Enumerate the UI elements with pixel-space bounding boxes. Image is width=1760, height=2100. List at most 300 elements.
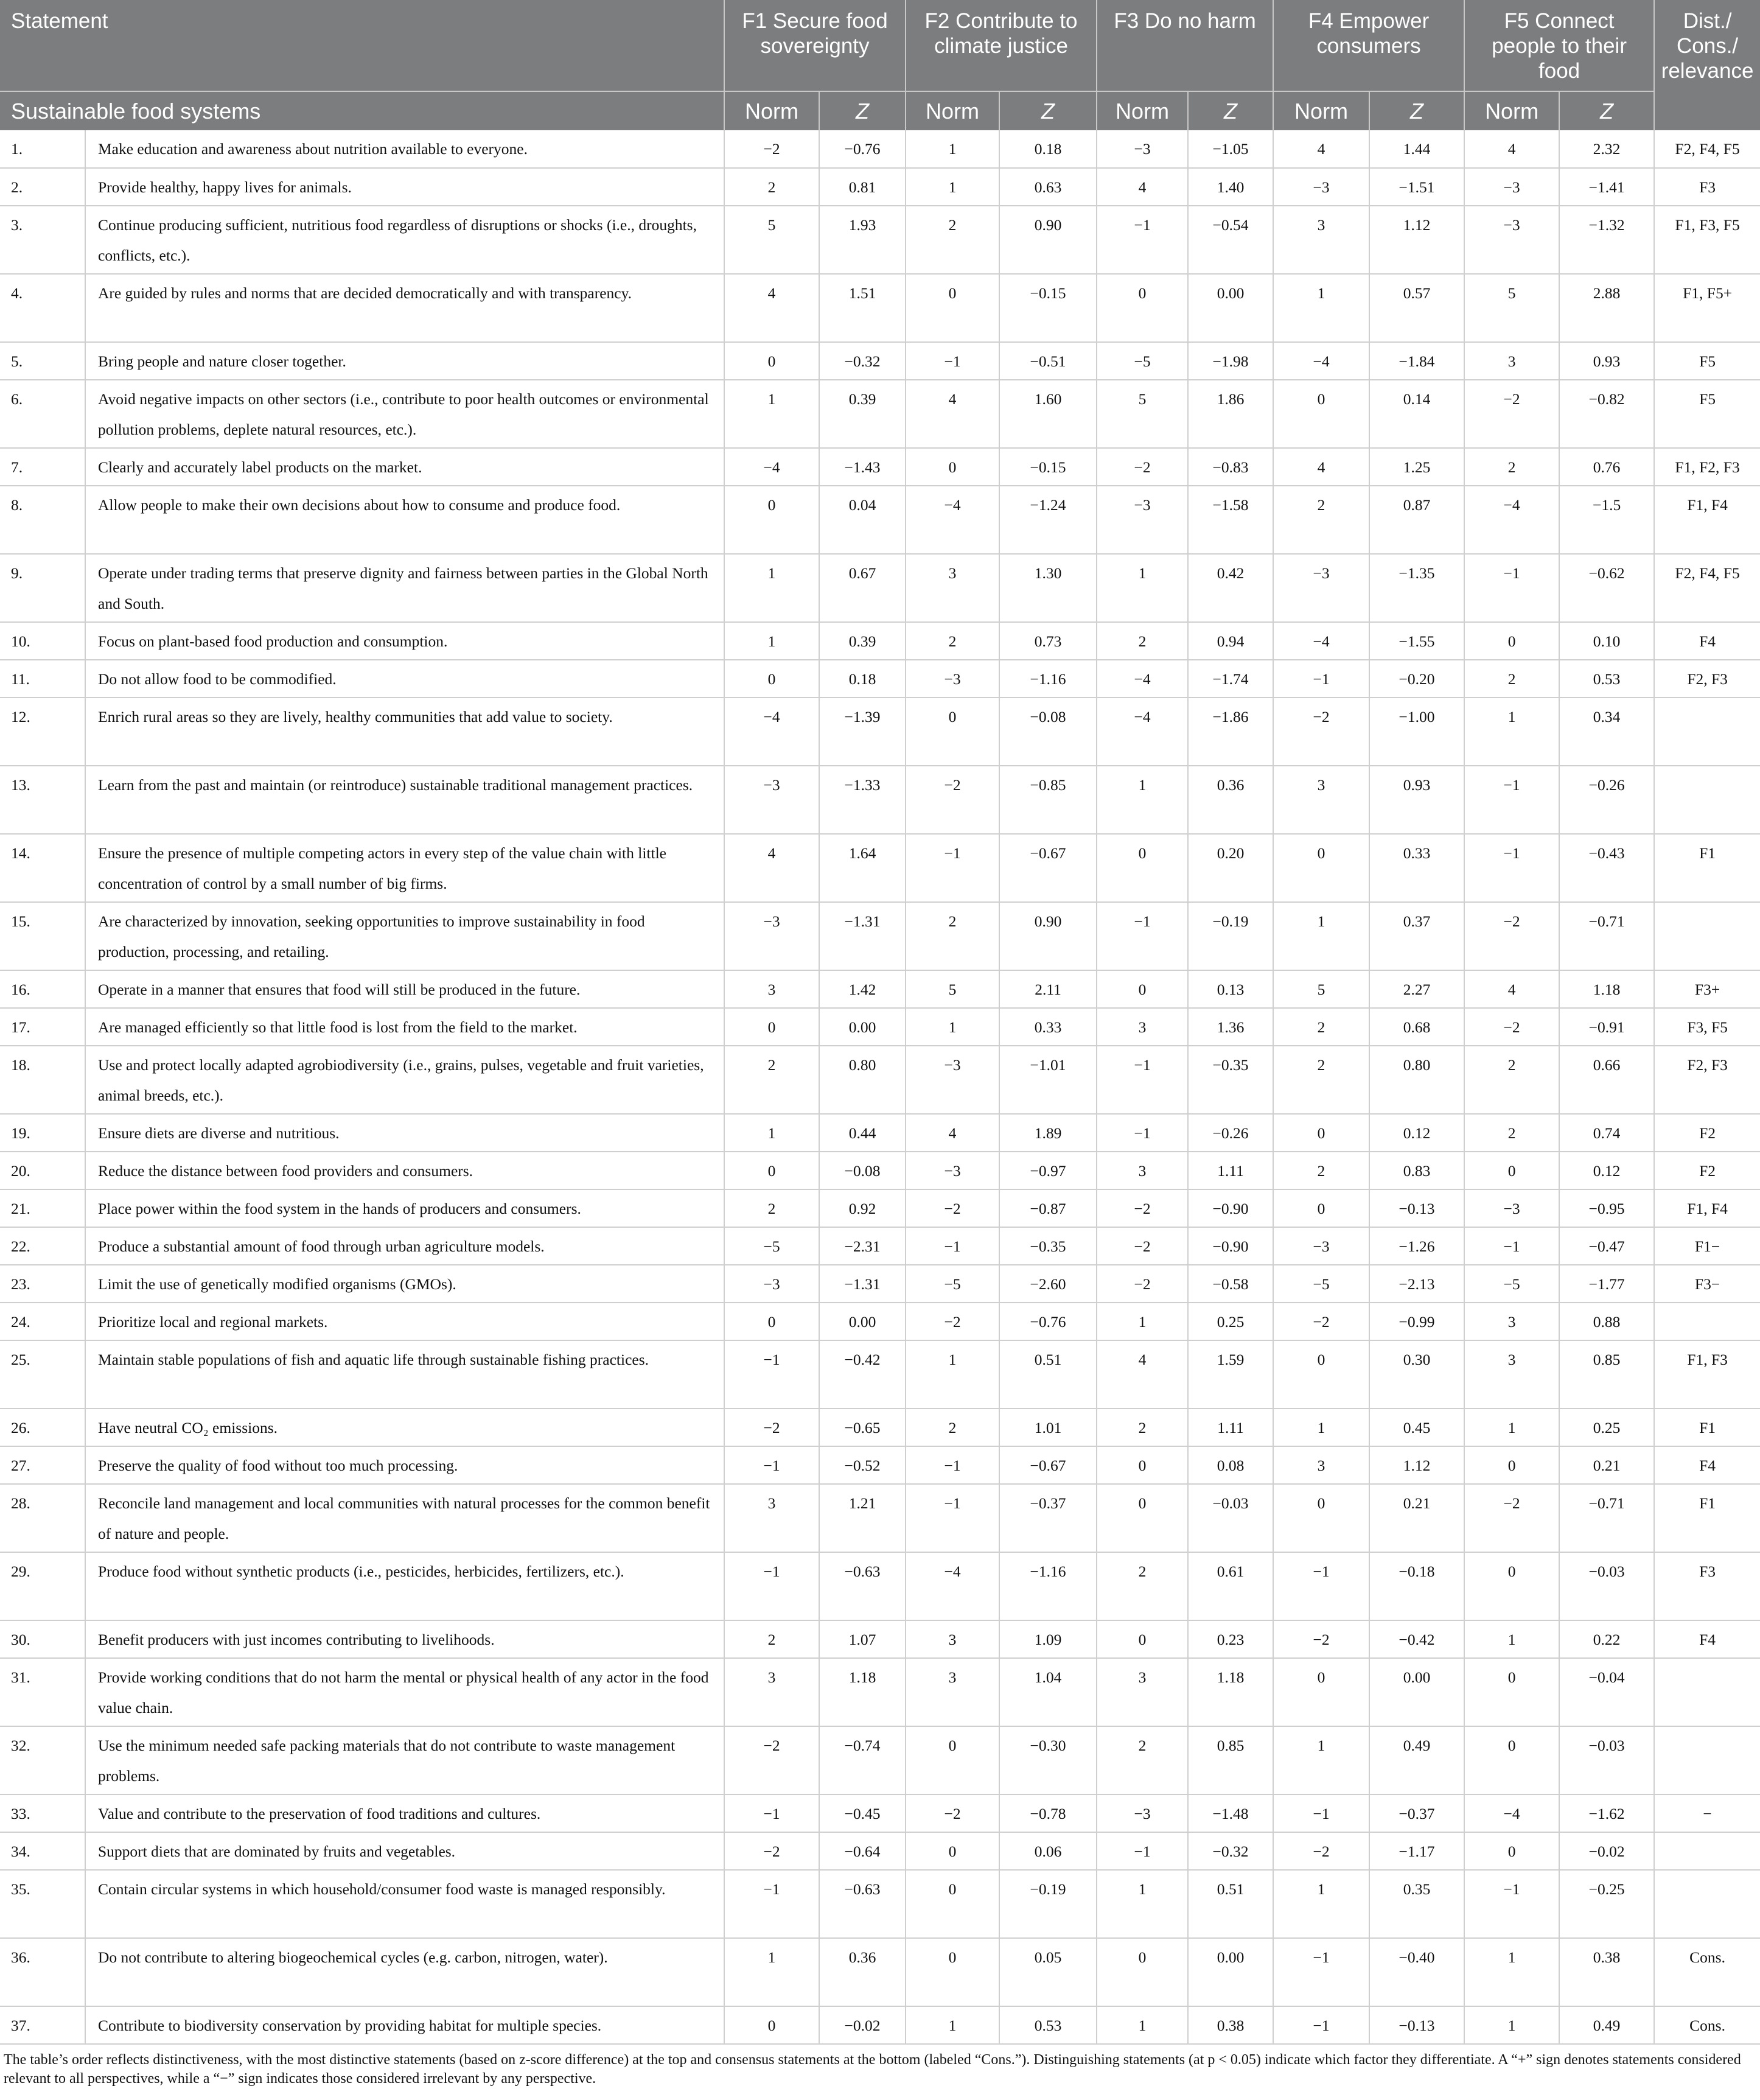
z-header: Z: [819, 91, 906, 130]
relevance-cell: F1, F4: [1654, 1189, 1760, 1227]
table-row: [0, 622, 1760, 660]
statement-text: Contain circular systems in which household/consumer food waste is managed responsibly.: [85, 1870, 724, 1938]
factor-header-f1: F1 Secure food sovereignty: [724, 0, 906, 91]
f1-z-cell: 0.00: [819, 1008, 906, 1046]
f2-z-cell: 0.51: [999, 1340, 1097, 1409]
f5-z-cell: 0.66: [1559, 1046, 1654, 1114]
f4-z-cell: −1.17: [1369, 1832, 1464, 1870]
statement-number: 25.: [0, 1340, 85, 1409]
statement-number: 12.: [0, 698, 85, 766]
f3-norm-cell: 1: [1097, 1303, 1188, 1340]
f1-norm-cell: 3: [724, 1658, 819, 1726]
relevance-cell: [1654, 1832, 1760, 1870]
f2-norm-cell: 2: [906, 1409, 999, 1446]
f1-norm-cell: −2: [724, 1409, 819, 1446]
f3-norm-cell: 3: [1097, 1008, 1188, 1046]
f1-z-cell: −0.02: [819, 2006, 906, 2044]
table-row: [0, 1189, 1760, 1227]
statement-number: 20.: [0, 1152, 85, 1189]
statement-text: Use and protect locally adapted agrobiodiversity (i.e., grains, pulses, vegetable and fruit varieties, animal breeds, etc.).: [85, 1046, 724, 1114]
f3-norm-cell: −2: [1097, 1265, 1188, 1303]
f5-z-cell: 2.88: [1559, 274, 1654, 342]
f2-z-cell: −0.15: [999, 274, 1097, 342]
f3-z-cell: 1.11: [1188, 1409, 1273, 1446]
f3-z-cell: −0.58: [1188, 1265, 1273, 1303]
f5-norm-cell: −1: [1464, 766, 1559, 834]
f4-z-cell: 0.57: [1369, 274, 1464, 342]
f2-z-cell: −0.30: [999, 1726, 1097, 1794]
f1-z-cell: −0.52: [819, 1446, 906, 1484]
f5-z-cell: −0.43: [1559, 834, 1654, 902]
f5-norm-cell: 2: [1464, 448, 1559, 486]
norm-header: Norm: [1097, 91, 1188, 130]
header-row-subheaders: [0, 91, 1760, 130]
f3-z-cell: 1.11: [1188, 1152, 1273, 1189]
f1-norm-cell: −4: [724, 698, 819, 766]
relevance-cell: F3−: [1654, 1265, 1760, 1303]
f1-z-cell: 0.00: [819, 1303, 906, 1340]
f5-z-cell: 0.85: [1559, 1340, 1654, 1409]
f5-norm-cell: 3: [1464, 1340, 1559, 1409]
f4-norm-cell: 1: [1273, 1870, 1369, 1938]
relevance-cell: F2, F3: [1654, 1046, 1760, 1114]
f1-norm-cell: −2: [724, 1726, 819, 1794]
f5-z-cell: 0.34: [1559, 698, 1654, 766]
statement-number: 14.: [0, 834, 85, 902]
f3-norm-cell: −4: [1097, 698, 1188, 766]
statement-text: Place power within the food system in the hands of producers and consumers.: [85, 1189, 724, 1227]
f5-norm-cell: 0: [1464, 1658, 1559, 1726]
f5-norm-cell: −1: [1464, 1227, 1559, 1265]
f1-norm-cell: 2: [724, 1046, 819, 1114]
f4-norm-cell: 0: [1273, 1340, 1369, 1409]
table-row: [0, 486, 1760, 554]
f3-z-cell: 0.20: [1188, 834, 1273, 902]
f3-z-cell: −0.90: [1188, 1189, 1273, 1227]
f4-norm-cell: 0: [1273, 1484, 1369, 1552]
relevance-cell: F2: [1654, 1114, 1760, 1152]
statement-text: Limit the use of genetically modified organisms (GMOs).: [85, 1265, 724, 1303]
f4-z-cell: −1.26: [1369, 1227, 1464, 1265]
relevance-cell: F1: [1654, 1409, 1760, 1446]
f2-z-cell: −0.19: [999, 1870, 1097, 1938]
table-row: [0, 1552, 1760, 1620]
relevance-cell: F1, F3: [1654, 1340, 1760, 1409]
f5-z-cell: 2.32: [1559, 130, 1654, 168]
f3-norm-cell: 0: [1097, 1620, 1188, 1658]
table-body: [0, 130, 1760, 2044]
statement-number: 31.: [0, 1658, 85, 1726]
f4-norm-cell: 0: [1273, 834, 1369, 902]
f4-z-cell: 0.83: [1369, 1152, 1464, 1189]
f5-norm-cell: −2: [1464, 1484, 1559, 1552]
f5-norm-cell: 2: [1464, 1114, 1559, 1152]
f1-norm-cell: 2: [724, 1620, 819, 1658]
f3-z-cell: 1.40: [1188, 168, 1273, 206]
f4-z-cell: 0.35: [1369, 1870, 1464, 1938]
f1-norm-cell: 0: [724, 1008, 819, 1046]
statement-text: Ensure the presence of multiple competing actors in every step of the value chain with little concentration of control by a small number of big firms.: [85, 834, 724, 902]
table-row: [0, 1409, 1760, 1446]
table-row: [0, 1938, 1760, 2006]
relevance-cell: F2: [1654, 1152, 1760, 1189]
f1-norm-cell: −3: [724, 902, 819, 970]
f2-z-cell: −0.67: [999, 834, 1097, 902]
f4-z-cell: 0.30: [1369, 1340, 1464, 1409]
f3-norm-cell: 3: [1097, 1152, 1188, 1189]
f2-norm-cell: 1: [906, 1340, 999, 1409]
f1-z-cell: −0.65: [819, 1409, 906, 1446]
f5-norm-cell: 0: [1464, 1552, 1559, 1620]
relevance-cell: F1: [1654, 834, 1760, 902]
f5-z-cell: −0.25: [1559, 1870, 1654, 1938]
f5-norm-cell: −3: [1464, 168, 1559, 206]
f3-z-cell: −0.54: [1188, 206, 1273, 274]
f3-z-cell: −0.83: [1188, 448, 1273, 486]
f5-z-cell: −0.47: [1559, 1227, 1654, 1265]
statement-number: 24.: [0, 1303, 85, 1340]
f1-z-cell: 0.39: [819, 622, 906, 660]
f3-norm-cell: 2: [1097, 1409, 1188, 1446]
f4-norm-cell: −1: [1273, 660, 1369, 698]
statement-number: 30.: [0, 1620, 85, 1658]
f5-z-cell: −0.62: [1559, 554, 1654, 622]
f3-norm-cell: 1: [1097, 766, 1188, 834]
f4-norm-cell: −3: [1273, 168, 1369, 206]
f5-norm-cell: 1: [1464, 1620, 1559, 1658]
f5-z-cell: 0.22: [1559, 1620, 1654, 1658]
table-row: [0, 1832, 1760, 1870]
f2-z-cell: −0.51: [999, 342, 1097, 380]
f4-z-cell: −0.13: [1369, 2006, 1464, 2044]
f3-z-cell: −0.03: [1188, 1484, 1273, 1552]
f4-z-cell: 0.37: [1369, 902, 1464, 970]
f2-z-cell: −0.67: [999, 1446, 1097, 1484]
table-row: [0, 380, 1760, 448]
table-row: [0, 1620, 1760, 1658]
relevance-cell: F2, F4, F5: [1654, 130, 1760, 168]
f3-norm-cell: 3: [1097, 1658, 1188, 1726]
table-row: [0, 834, 1760, 902]
f4-norm-cell: 2: [1273, 1152, 1369, 1189]
f2-z-cell: −0.08: [999, 698, 1097, 766]
f2-z-cell: 0.90: [999, 902, 1097, 970]
f3-norm-cell: 1: [1097, 1870, 1188, 1938]
statement-text: Do not allow food to be commodified.: [85, 660, 724, 698]
f5-z-cell: −0.02: [1559, 1832, 1654, 1870]
f2-z-cell: 1.60: [999, 380, 1097, 448]
f5-norm-cell: 1: [1464, 698, 1559, 766]
f4-norm-cell: −5: [1273, 1265, 1369, 1303]
header-row-factors: [0, 0, 1760, 91]
statement-text: Ensure diets are diverse and nutritious.: [85, 1114, 724, 1152]
f5-z-cell: 0.93: [1559, 342, 1654, 380]
f2-z-cell: −2.60: [999, 1265, 1097, 1303]
f2-norm-cell: 5: [906, 970, 999, 1008]
f4-z-cell: −1.84: [1369, 342, 1464, 380]
f4-z-cell: 0.33: [1369, 834, 1464, 902]
f3-norm-cell: 0: [1097, 274, 1188, 342]
f4-norm-cell: 2: [1273, 1046, 1369, 1114]
f2-z-cell: 1.04: [999, 1658, 1097, 1726]
factor-header-f2: F2 Contribute to climate justice: [906, 0, 1097, 91]
f4-z-cell: 1.44: [1369, 130, 1464, 168]
table-row: [0, 1484, 1760, 1552]
relevance-cell: F1−: [1654, 1227, 1760, 1265]
f2-norm-cell: −4: [906, 1552, 999, 1620]
f4-norm-cell: −3: [1273, 554, 1369, 622]
f3-z-cell: 0.00: [1188, 1938, 1273, 2006]
relevance-cell: F1, F2, F3: [1654, 448, 1760, 486]
f5-z-cell: 0.25: [1559, 1409, 1654, 1446]
f3-norm-cell: −2: [1097, 448, 1188, 486]
relevance-cell: F1, F3, F5: [1654, 206, 1760, 274]
f5-norm-cell: 4: [1464, 130, 1559, 168]
f2-z-cell: −0.15: [999, 448, 1097, 486]
statement-number: 7.: [0, 448, 85, 486]
f1-z-cell: −0.42: [819, 1340, 906, 1409]
f2-norm-cell: 0: [906, 1832, 999, 1870]
table-row: [0, 902, 1760, 970]
statement-number: 26.: [0, 1409, 85, 1446]
f5-norm-cell: −4: [1464, 486, 1559, 554]
f5-z-cell: −0.91: [1559, 1008, 1654, 1046]
statement-number: 10.: [0, 622, 85, 660]
f5-norm-cell: 0: [1464, 1832, 1559, 1870]
f1-z-cell: 1.42: [819, 970, 906, 1008]
f1-norm-cell: 0: [724, 2006, 819, 2044]
f4-z-cell: 0.68: [1369, 1008, 1464, 1046]
statement-text: Reconcile land management and local communities with natural processes for the common benefit of nature and people.: [85, 1484, 724, 1552]
f3-norm-cell: 2: [1097, 622, 1188, 660]
f4-norm-cell: −4: [1273, 622, 1369, 660]
relevance-column-header: Dist./ Cons./ relevance: [1654, 0, 1760, 130]
f2-norm-cell: 1: [906, 130, 999, 168]
f1-norm-cell: 3: [724, 970, 819, 1008]
statement-text: Bring people and nature closer together.: [85, 342, 724, 380]
f2-z-cell: −1.24: [999, 486, 1097, 554]
statement-text: Prioritize local and regional markets.: [85, 1303, 724, 1340]
f4-z-cell: −1.35: [1369, 554, 1464, 622]
f2-z-cell: 2.11: [999, 970, 1097, 1008]
f3-z-cell: 0.38: [1188, 2006, 1273, 2044]
f4-norm-cell: 0: [1273, 380, 1369, 448]
statement-number: 22.: [0, 1227, 85, 1265]
f2-norm-cell: −1: [906, 1446, 999, 1484]
f5-norm-cell: −2: [1464, 380, 1559, 448]
f3-norm-cell: −5: [1097, 342, 1188, 380]
table-row: [0, 448, 1760, 486]
f3-z-cell: −1.05: [1188, 130, 1273, 168]
table-row: [0, 660, 1760, 698]
statement-text: Clearly and accurately label products on the market.: [85, 448, 724, 486]
f2-norm-cell: 2: [906, 902, 999, 970]
relevance-cell: F3: [1654, 168, 1760, 206]
table-row: [0, 1008, 1760, 1046]
f5-z-cell: −0.03: [1559, 1552, 1654, 1620]
statement-text: Produce food without synthetic products (i.e., pesticides, herbicides, fertilizers, etc.).: [85, 1552, 724, 1620]
relevance-cell: F4: [1654, 1620, 1760, 1658]
f4-z-cell: −2.13: [1369, 1265, 1464, 1303]
f2-norm-cell: −3: [906, 660, 999, 698]
f1-z-cell: 1.51: [819, 274, 906, 342]
statement-text: Are managed efficiently so that little food is lost from the field to the market.: [85, 1008, 724, 1046]
f2-z-cell: 0.53: [999, 2006, 1097, 2044]
relevance-cell: [1654, 766, 1760, 834]
f3-norm-cell: 0: [1097, 1938, 1188, 2006]
f5-norm-cell: 5: [1464, 274, 1559, 342]
relevance-cell: F5: [1654, 342, 1760, 380]
f5-z-cell: 0.49: [1559, 2006, 1654, 2044]
f2-norm-cell: 0: [906, 274, 999, 342]
f3-z-cell: 0.85: [1188, 1726, 1273, 1794]
f2-norm-cell: 3: [906, 554, 999, 622]
statement-number: 23.: [0, 1265, 85, 1303]
f5-z-cell: 0.88: [1559, 1303, 1654, 1340]
statement-number: 36.: [0, 1938, 85, 2006]
f1-norm-cell: 1: [724, 1114, 819, 1152]
f1-z-cell: 0.18: [819, 660, 906, 698]
f3-norm-cell: −2: [1097, 1227, 1188, 1265]
f3-z-cell: 0.94: [1188, 622, 1273, 660]
f2-norm-cell: −1: [906, 342, 999, 380]
relevance-cell: −: [1654, 1794, 1760, 1832]
f2-z-cell: −1.16: [999, 660, 1097, 698]
f5-norm-cell: −2: [1464, 902, 1559, 970]
f3-z-cell: 0.36: [1188, 766, 1273, 834]
f1-norm-cell: 0: [724, 660, 819, 698]
f4-norm-cell: 1: [1273, 902, 1369, 970]
statement-number: 8.: [0, 486, 85, 554]
f3-norm-cell: −4: [1097, 660, 1188, 698]
statement-number: 3.: [0, 206, 85, 274]
f1-norm-cell: 2: [724, 1189, 819, 1227]
f2-z-cell: 1.01: [999, 1409, 1097, 1446]
statement-number: 16.: [0, 970, 85, 1008]
f1-z-cell: −0.32: [819, 342, 906, 380]
f3-norm-cell: 2: [1097, 1552, 1188, 1620]
f1-norm-cell: 0: [724, 1303, 819, 1340]
f4-norm-cell: 0: [1273, 1658, 1369, 1726]
f5-z-cell: 0.12: [1559, 1152, 1654, 1189]
table-row: [0, 1303, 1760, 1340]
factor-header-f3: F3 Do no harm: [1097, 0, 1273, 91]
table-row: [0, 1114, 1760, 1152]
f5-norm-cell: −2: [1464, 1008, 1559, 1046]
f1-z-cell: −0.08: [819, 1152, 906, 1189]
relevance-cell: F2, F4, F5: [1654, 554, 1760, 622]
statement-number: 11.: [0, 660, 85, 698]
f1-z-cell: 1.21: [819, 1484, 906, 1552]
f2-z-cell: 0.18: [999, 130, 1097, 168]
relevance-cell: F4: [1654, 622, 1760, 660]
f3-z-cell: −1.74: [1188, 660, 1273, 698]
f4-norm-cell: 0: [1273, 1114, 1369, 1152]
statement-number: 35.: [0, 1870, 85, 1938]
f1-norm-cell: 4: [724, 834, 819, 902]
f2-norm-cell: 1: [906, 2006, 999, 2044]
f3-z-cell: 1.36: [1188, 1008, 1273, 1046]
f1-norm-cell: −1: [724, 1340, 819, 1409]
f1-norm-cell: 1: [724, 554, 819, 622]
z-header: Z: [999, 91, 1097, 130]
statement-text: Preserve the quality of food without too much processing.: [85, 1446, 724, 1484]
f4-norm-cell: 4: [1273, 448, 1369, 486]
f4-norm-cell: 3: [1273, 206, 1369, 274]
f3-norm-cell: 5: [1097, 380, 1188, 448]
table-row: [0, 1446, 1760, 1484]
f3-z-cell: 0.08: [1188, 1446, 1273, 1484]
f4-z-cell: 0.49: [1369, 1726, 1464, 1794]
statement-number: 32.: [0, 1726, 85, 1794]
f3-norm-cell: 0: [1097, 1446, 1188, 1484]
f4-z-cell: −0.20: [1369, 660, 1464, 698]
f4-norm-cell: 4: [1273, 130, 1369, 168]
f5-z-cell: −1.5: [1559, 486, 1654, 554]
f5-norm-cell: 1: [1464, 2006, 1559, 2044]
f1-norm-cell: 5: [724, 206, 819, 274]
f2-z-cell: −0.37: [999, 1484, 1097, 1552]
f1-z-cell: −2.31: [819, 1227, 906, 1265]
relevance-cell: F1, F5+: [1654, 274, 1760, 342]
f1-norm-cell: −1: [724, 1446, 819, 1484]
f1-norm-cell: 0: [724, 1152, 819, 1189]
relevance-cell: F4: [1654, 1446, 1760, 1484]
f4-norm-cell: 1: [1273, 1726, 1369, 1794]
f1-z-cell: −0.63: [819, 1552, 906, 1620]
table-row: [0, 1046, 1760, 1114]
f4-z-cell: 1.25: [1369, 448, 1464, 486]
f3-norm-cell: 1: [1097, 2006, 1188, 2044]
table-row: [0, 2006, 1760, 2044]
f4-norm-cell: 3: [1273, 766, 1369, 834]
f5-norm-cell: 1: [1464, 1409, 1559, 1446]
f4-z-cell: 0.93: [1369, 766, 1464, 834]
f3-z-cell: 0.42: [1188, 554, 1273, 622]
table-row: [0, 206, 1760, 274]
f2-z-cell: −0.78: [999, 1794, 1097, 1832]
table-footnote: The table’s order reflects distinctiveness, with the most distinctive statements (based on z-score difference) at the top and consensus statements at the bottom (labeled “Cons.”). Distinguishing statements (at p < 0.05) indicate which factor they differentiate. A “+” sign denotes statements considered relevant to all perspectives, while a “−” sign indicates those considered irrelevant by any perspective.: [4, 2052, 1741, 2087]
table-row: [0, 342, 1760, 380]
f1-norm-cell: 2: [724, 168, 819, 206]
f5-z-cell: −0.26: [1559, 766, 1654, 834]
f1-norm-cell: −3: [724, 766, 819, 834]
f5-norm-cell: −4: [1464, 1794, 1559, 1832]
f2-norm-cell: 1: [906, 1008, 999, 1046]
f3-norm-cell: −1: [1097, 1114, 1188, 1152]
f5-norm-cell: −1: [1464, 834, 1559, 902]
f3-norm-cell: 0: [1097, 1484, 1188, 1552]
norm-header: Norm: [906, 91, 999, 130]
table-row: [0, 554, 1760, 622]
statement-number: 19.: [0, 1114, 85, 1152]
statement-number: 28.: [0, 1484, 85, 1552]
f4-z-cell: −0.40: [1369, 1938, 1464, 2006]
f2-norm-cell: −3: [906, 1152, 999, 1189]
statement-text: Are guided by rules and norms that are decided democratically and with transparency.: [85, 274, 724, 342]
f1-z-cell: 1.18: [819, 1658, 906, 1726]
f1-norm-cell: 0: [724, 342, 819, 380]
f2-norm-cell: −1: [906, 1227, 999, 1265]
table-row: [0, 130, 1760, 168]
statement-number: 13.: [0, 766, 85, 834]
f4-norm-cell: 1: [1273, 274, 1369, 342]
f2-z-cell: 0.06: [999, 1832, 1097, 1870]
f1-z-cell: 0.92: [819, 1189, 906, 1227]
statement-text: Provide healthy, happy lives for animals.: [85, 168, 724, 206]
f5-z-cell: 0.53: [1559, 660, 1654, 698]
f4-z-cell: 0.80: [1369, 1046, 1464, 1114]
